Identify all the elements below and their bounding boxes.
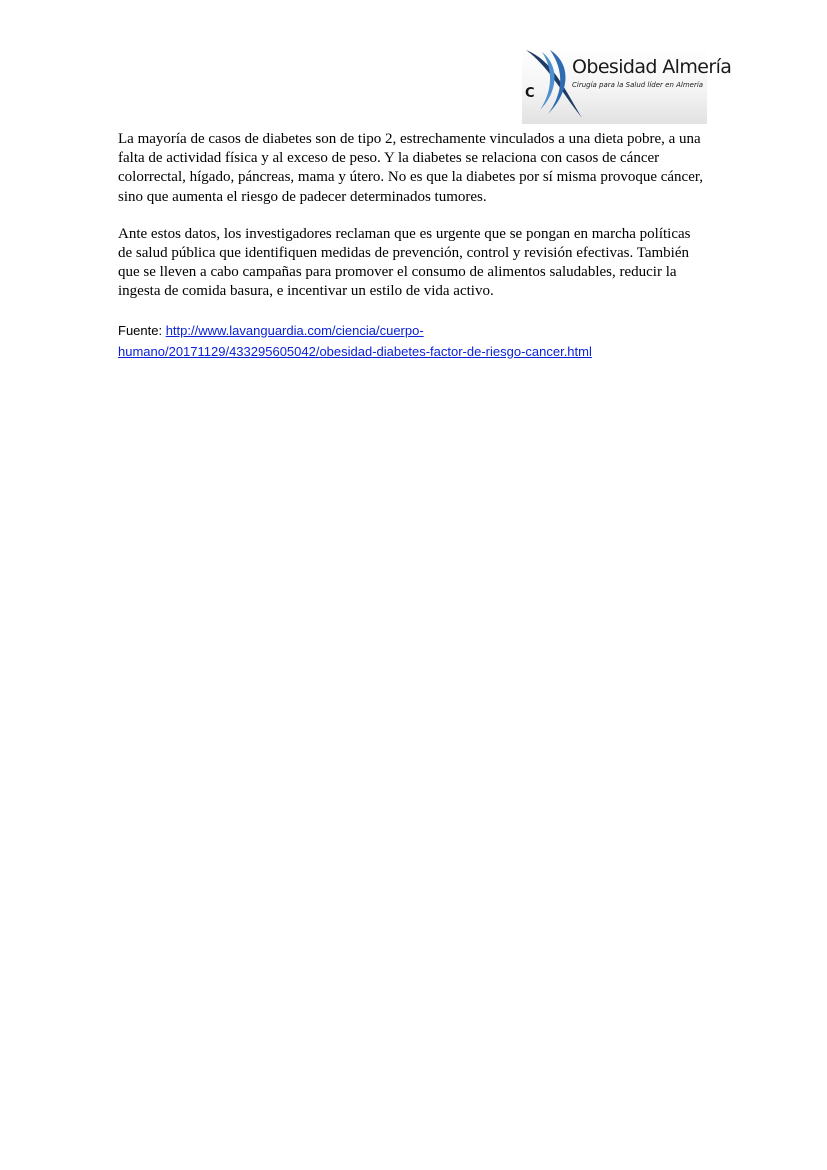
obesidad-almeria-logo — [522, 48, 732, 124]
logo-name: Obesidad Almería — [572, 56, 732, 78]
paragraph-1: La mayoría de casos de diabetes son de tipo 2, estrechamente vinculados a una dieta pobre, a una falta de actividad física y al exceso de peso. Y la diabetes se relaciona con casos de cáncer colorrectal, hígado, páncreas, mama y útero. No es que la diabetes por sí misma provoque cáncer, sino que aumenta el riesgo de padecer determinados tumores. — [118, 131, 704, 205]
source-link-line-2: humano/20171129/433295605042/obesidad-diabetes-factor-de-riesgo-cancer.html — [118, 343, 592, 359]
source-link[interactable] — [118, 323, 592, 359]
logo-letter: C — [525, 86, 535, 101]
article-body — [118, 130, 708, 362]
source-citation — [118, 320, 708, 362]
source-link-line-1: http://www.lavanguardia.com/ciencia/cuerpo- — [165, 322, 424, 338]
paragraph-2: Ante estos datos, los investigadores reclaman que es urgente que se pongan en marcha políticas de salud pública que identifiquen medidas de prevención, control y revisión efectivas. También que se lleven a cabo campañas para promover el consumo de alimentos saludables, reducir la ingesta de comida basura, e incentivar un estilo de vida activo. — [118, 225, 691, 300]
logo-tagline: Cirugía para la Salud líder en Almería — [572, 81, 704, 89]
source-label: Fuente: — [118, 322, 166, 338]
